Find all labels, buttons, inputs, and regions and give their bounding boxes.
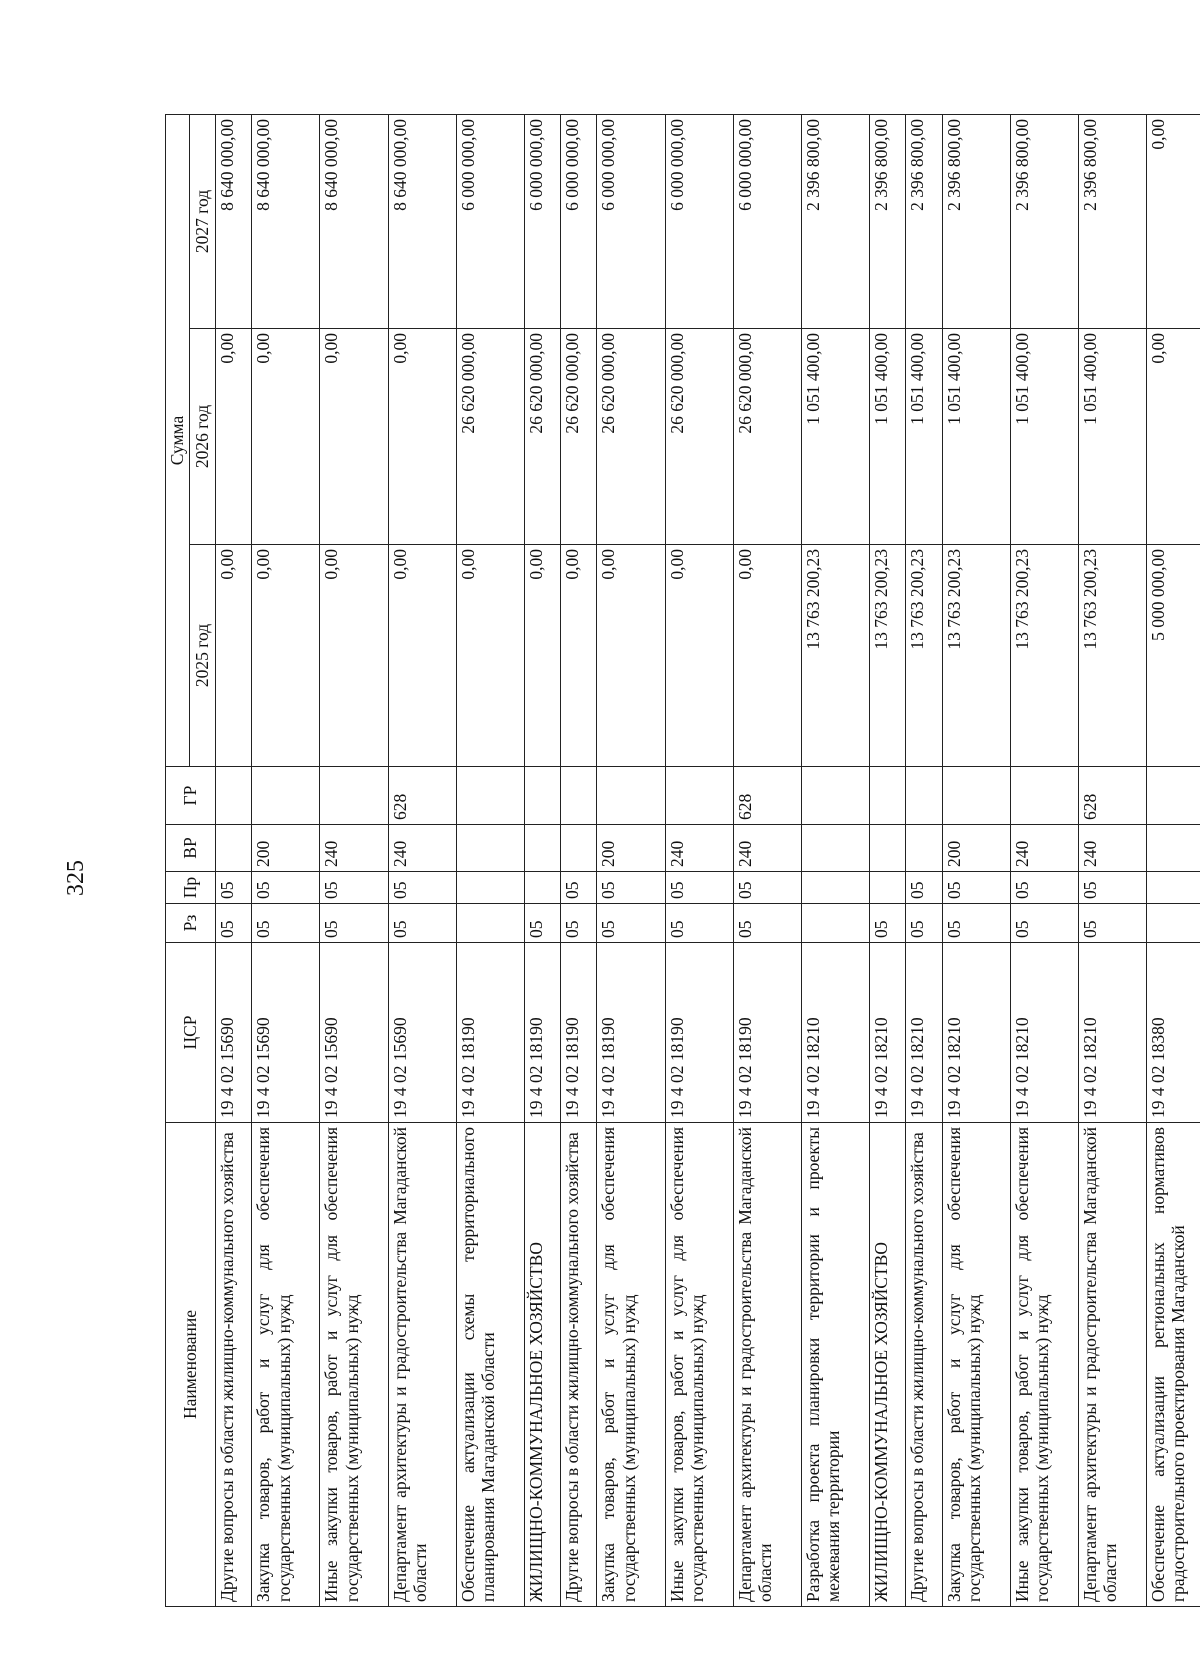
cell-gr [1010, 767, 1078, 825]
cell-gr [942, 767, 1010, 825]
cell-name: Департамент архитектуры и градостроительства Магаданской области [733, 1123, 801, 1607]
header-year-2025: 2025 год [190, 545, 216, 767]
cell-2027: 6 000 000,00 [524, 114, 560, 328]
cell-2027: 2 396 800,00 [942, 114, 1010, 328]
cell-rz: 05 [1010, 904, 1078, 943]
table-row [320, 114, 388, 1606]
cell-name: Департамент архитектуры и градостроительства Магаданской области [388, 1123, 456, 1607]
cell-csr: 19 4 02 18210 [1078, 943, 1146, 1123]
cell-vr [561, 825, 597, 872]
cell-vr: 200 [252, 825, 320, 872]
cell-2026: 26 620 000,00 [524, 329, 560, 545]
cell-pr: 05 [388, 872, 456, 904]
cell-name: Закупка товаров, работ и услуг для обеспечения государственных (муниципальных) нужд [597, 1123, 665, 1607]
cell-csr: 19 4 02 18190 [456, 943, 524, 1123]
cell-name: Иные закупки товаров, работ и услуг для обеспечения государственных (муниципальных) нужд [665, 1123, 733, 1607]
table-row [869, 114, 905, 1606]
cell-vr [524, 825, 560, 872]
cell-gr [561, 767, 597, 825]
cell-name: Другие вопросы в области жилищно-коммунального хозяйства [216, 1123, 252, 1607]
cell-2025: 0,00 [733, 545, 801, 767]
cell-vr [869, 825, 905, 872]
cell-pr: 05 [597, 872, 665, 904]
cell-2025: 13 763 200,23 [942, 545, 1010, 767]
table-row [733, 114, 801, 1606]
cell-rz: 05 [733, 904, 801, 943]
cell-gr [216, 767, 252, 825]
table-row [1010, 114, 1078, 1606]
cell-rz: 05 [252, 904, 320, 943]
cell-name: Другие вопросы в области жилищно-коммунального хозяйства [906, 1123, 942, 1607]
cell-pr [1146, 872, 1200, 904]
cell-rz: 05 [942, 904, 1010, 943]
page-number: 325 [63, 860, 89, 896]
cell-rz [456, 904, 524, 943]
cell-pr: 05 [906, 872, 942, 904]
cell-2027: 2 396 800,00 [869, 114, 905, 328]
cell-pr: 05 [561, 872, 597, 904]
cell-vr: 240 [1078, 825, 1146, 872]
cell-gr: 628 [1078, 767, 1146, 825]
cell-vr: 240 [733, 825, 801, 872]
cell-2026: 1 051 400,00 [942, 329, 1010, 545]
cell-pr: 05 [942, 872, 1010, 904]
cell-2025: 0,00 [597, 545, 665, 767]
cell-name: Закупка товаров, работ и услуг для обеспечения государственных (муниципальных) нужд [252, 1123, 320, 1607]
cell-csr: 19 4 02 18210 [801, 943, 869, 1123]
cell-2025: 0,00 [561, 545, 597, 767]
cell-gr [597, 767, 665, 825]
cell-name: Разработка проекта планировки территории и проекты межевания территории [801, 1123, 869, 1607]
header-rz: Рз [166, 904, 216, 943]
cell-vr [906, 825, 942, 872]
cell-gr [456, 767, 524, 825]
cell-vr: 240 [320, 825, 388, 872]
table-row [942, 114, 1010, 1606]
header-name: Наименование [166, 1123, 216, 1607]
cell-csr: 19 4 02 18190 [524, 943, 560, 1123]
cell-2026: 0,00 [252, 329, 320, 545]
cell-2027: 6 000 000,00 [733, 114, 801, 328]
cell-csr: 19 4 02 18190 [665, 943, 733, 1123]
cell-2025: 0,00 [524, 545, 560, 767]
cell-vr [456, 825, 524, 872]
cell-2027: 8 640 000,00 [252, 114, 320, 328]
cell-name: ЖИЛИЩНО-КОММУНАЛЬНОЕ ХОЗЯЙСТВО [524, 1123, 560, 1607]
cell-2026: 26 620 000,00 [456, 329, 524, 545]
cell-name: Другие вопросы в области жилищно-коммунального хозяйства [561, 1123, 597, 1607]
cell-rz: 05 [216, 904, 252, 943]
cell-gr: 628 [388, 767, 456, 825]
cell-csr: 19 4 02 18210 [942, 943, 1010, 1123]
cell-2027: 8 640 000,00 [388, 114, 456, 328]
cell-vr: 240 [388, 825, 456, 872]
cell-rz: 05 [388, 904, 456, 943]
cell-2026: 1 051 400,00 [869, 329, 905, 545]
cell-rz [1146, 904, 1200, 943]
cell-2027: 6 000 000,00 [665, 114, 733, 328]
cell-csr: 19 4 02 18210 [1010, 943, 1078, 1123]
cell-vr: 240 [665, 825, 733, 872]
cell-pr: 05 [665, 872, 733, 904]
cell-name: Иные закупки товаров, работ и услуг для обеспечения государственных (муниципальных) нужд [1010, 1123, 1078, 1607]
cell-name: Департамент архитектуры и градостроительства Магаданской области [1078, 1123, 1146, 1607]
cell-2025: 0,00 [252, 545, 320, 767]
cell-2025: 5 000 000,00 [1146, 545, 1200, 767]
cell-gr [869, 767, 905, 825]
cell-2027: 6 000 000,00 [456, 114, 524, 328]
cell-vr [801, 825, 869, 872]
table-row [388, 114, 456, 1606]
cell-2025: 0,00 [456, 545, 524, 767]
cell-2027: 6 000 000,00 [597, 114, 665, 328]
cell-pr [524, 872, 560, 904]
budget-table [165, 114, 1200, 1607]
table-row [216, 114, 252, 1606]
header-pr: Пр [166, 872, 216, 904]
table-row [665, 114, 733, 1606]
cell-gr: 628 [733, 767, 801, 825]
cell-name: Обеспечение актуализации схемы территориального планирования Магаданской области [456, 1123, 524, 1607]
cell-2027: 2 396 800,00 [1010, 114, 1078, 328]
cell-2027: 8 640 000,00 [320, 114, 388, 328]
cell-vr: 200 [597, 825, 665, 872]
cell-csr: 19 4 02 15690 [216, 943, 252, 1123]
cell-2025: 13 763 200,23 [869, 545, 905, 767]
table-row [561, 114, 597, 1606]
table-row [801, 114, 869, 1606]
cell-2026: 0,00 [388, 329, 456, 545]
cell-2026: 26 620 000,00 [733, 329, 801, 545]
cell-pr [869, 872, 905, 904]
table-row [1146, 114, 1200, 1606]
cell-vr [216, 825, 252, 872]
cell-csr: 19 4 02 18190 [561, 943, 597, 1123]
cell-gr [320, 767, 388, 825]
cell-2027: 8 640 000,00 [216, 114, 252, 328]
table-row [906, 114, 942, 1606]
cell-pr: 05 [252, 872, 320, 904]
cell-gr [801, 767, 869, 825]
cell-2025: 0,00 [216, 545, 252, 767]
cell-gr [665, 767, 733, 825]
cell-csr: 19 4 02 15690 [388, 943, 456, 1123]
cell-csr: 19 4 02 18210 [869, 943, 905, 1123]
cell-csr: 19 4 02 15690 [252, 943, 320, 1123]
cell-rz: 05 [1078, 904, 1146, 943]
cell-2025: 0,00 [320, 545, 388, 767]
cell-vr: 240 [1010, 825, 1078, 872]
cell-2026: 0,00 [320, 329, 388, 545]
cell-2026: 1 051 400,00 [1010, 329, 1078, 545]
cell-rz: 05 [906, 904, 942, 943]
cell-vr: 200 [942, 825, 1010, 872]
cell-pr [801, 872, 869, 904]
table-row [524, 114, 560, 1606]
cell-rz [801, 904, 869, 943]
cell-rz: 05 [561, 904, 597, 943]
cell-2026: 26 620 000,00 [561, 329, 597, 545]
cell-2026: 0,00 [1146, 329, 1200, 545]
table-row [456, 114, 524, 1606]
cell-vr [1146, 825, 1200, 872]
cell-rz: 05 [524, 904, 560, 943]
cell-2026: 1 051 400,00 [1078, 329, 1146, 545]
cell-2027: 2 396 800,00 [1078, 114, 1146, 328]
header-vr: ВР [166, 825, 216, 872]
cell-2026: 1 051 400,00 [906, 329, 942, 545]
table-row [252, 114, 320, 1606]
cell-2027: 2 396 800,00 [801, 114, 869, 328]
cell-2026: 1 051 400,00 [801, 329, 869, 545]
cell-2027: 6 000 000,00 [561, 114, 597, 328]
cell-2025: 13 763 200,23 [1010, 545, 1078, 767]
cell-2025: 13 763 200,23 [1078, 545, 1146, 767]
cell-2025: 0,00 [665, 545, 733, 767]
cell-csr: 19 4 02 15690 [320, 943, 388, 1123]
cell-csr: 19 4 02 18380 [1146, 943, 1200, 1123]
cell-2027: 2 396 800,00 [906, 114, 942, 328]
header-sum: Сумма [166, 114, 190, 766]
header-year-2027: 2027 год [190, 114, 216, 328]
cell-name: Иные закупки товаров, работ и услуг для обеспечения государственных (муниципальных) нужд [320, 1123, 388, 1607]
cell-pr: 05 [320, 872, 388, 904]
cell-pr: 05 [1010, 872, 1078, 904]
cell-name: Закупка товаров, работ и услуг для обеспечения государственных (муниципальных) нужд [942, 1123, 1010, 1607]
cell-pr: 05 [1078, 872, 1146, 904]
cell-pr: 05 [733, 872, 801, 904]
cell-2025: 13 763 200,23 [906, 545, 942, 767]
cell-2025: 13 763 200,23 [801, 545, 869, 767]
cell-pr [456, 872, 524, 904]
cell-rz: 05 [665, 904, 733, 943]
cell-2025: 0,00 [388, 545, 456, 767]
cell-rz: 05 [597, 904, 665, 943]
cell-2026: 26 620 000,00 [597, 329, 665, 545]
cell-gr [1146, 767, 1200, 825]
cell-csr: 19 4 02 18210 [906, 943, 942, 1123]
table-row [597, 114, 665, 1606]
cell-2026: 0,00 [216, 329, 252, 545]
cell-name: Обеспечение актуализации региональных нормативов градостроительного проектирования Магаданской [1146, 1123, 1200, 1607]
cell-csr: 19 4 02 18190 [733, 943, 801, 1123]
cell-rz: 05 [869, 904, 905, 943]
table-body [216, 114, 1200, 1606]
cell-pr: 05 [216, 872, 252, 904]
cell-gr [252, 767, 320, 825]
cell-rz: 05 [320, 904, 388, 943]
header-year-2026: 2026 год [190, 329, 216, 545]
cell-2026: 26 620 000,00 [665, 329, 733, 545]
cell-gr [906, 767, 942, 825]
header-csr: ЦСР [166, 943, 216, 1123]
cell-gr [524, 767, 560, 825]
cell-name: ЖИЛИЩНО-КОММУНАЛЬНОЕ ХОЗЯЙСТВО [869, 1123, 905, 1607]
table-row [1078, 114, 1146, 1606]
cell-csr: 19 4 02 18190 [597, 943, 665, 1123]
cell-2027: 0,00 [1146, 114, 1200, 328]
header-gr: ГР [166, 767, 216, 825]
rotated-page [165, 115, 1200, 1607]
